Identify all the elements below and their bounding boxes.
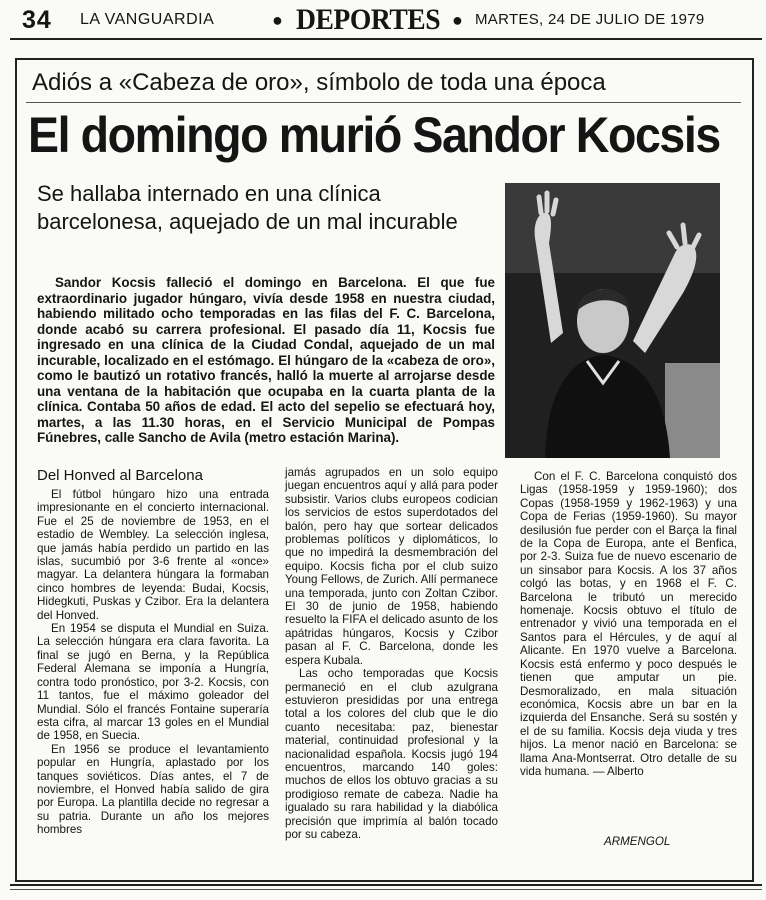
article-kicker: Adiós a «Cabeza de oro», símbolo de toda una época (32, 69, 606, 96)
text-column-2 (285, 466, 498, 841)
section-title: DEPORTES (296, 3, 441, 36)
author-byline: ARMENGOL (604, 835, 671, 848)
paragraph: Con el F. C. Barcelona conquistó dos Ligas (1958-1959 y 1959-1960); dos Copas (1958-1959 y 1962-1963) y una Copa de Ferias (1959-1960). Su mayor desilusión fue perder con el Barça la final de la Copa de Europa, ante el Benfica, por 2-3. Suiza fue de nuevo escenario de un sinsabor para Kocsis. A los 37 años colgó las botas, y en 1968 el F. C. Barcelona le tributó un merecido homenaje. Kocsis obtuvo el título de entrenador y vivió una temporada en el Santos para el Hércules, y de aquí al Alicante. En 1970 vuelve a Barcelona. Kocsis está enfermo y poco después le tienen que amputar un pie. Desmoralizado, en mala situación económica, Kocsis abre un bar en la izquierda del Ensanche. Será su sostén y el de su familia. Kocsis deja viuda y tres hijos. La menor nació en Barcelona: se llama Ana-Montserrat. Otro detalle de su vida humana. — Alberto (520, 470, 737, 778)
bullet-separator: ● (452, 10, 463, 30)
article-deck: Se hallaba internado en una clínica barcelonesa, aquejado de un mal incurable (37, 181, 458, 234)
issue-date: MARTES, 24 DE JULIO DE 1979 (475, 11, 705, 28)
player-raising-arms-icon (505, 183, 720, 458)
section-subhead: Del Honved al Barcelona (37, 467, 203, 484)
paragraph: Las ocho temporadas que Kocsis permaneció en el club azulgrana estuvieron presididas por una entrega total a los colores del club que le dio cuanto necesitaba: paz, bienestar material, continuidad profesional y la nacionalidad española. Kocsis jugó 194 encuentros, marcando 140 goles: muchos de ellos los obtuvo gracias a su prodigioso remate de cabeza. Nadie ha igualado su rara habilidad y la diabólica precisión que imprimía al balón tocado por su cabeza. (285, 667, 498, 841)
player-photo (505, 183, 720, 458)
footer-rule (10, 884, 762, 886)
kicker-rule (26, 102, 741, 103)
page-header (0, 0, 766, 40)
paragraph: En 1956 se produce el levantamiento popular en Hungría, aplastado por los tanques soviéticos. Días antes, el 7 de noviembre, el Honved había salido de gira por Europa. La plantilla decide no regresar a su patria. Durante un año los mejores hombres (37, 742, 269, 837)
page-number: 34 (22, 6, 52, 34)
article-lead: Sandor Kocsis falleció el domingo en Barcelona. El que fue extraordinario jugador húngaro, vivía desde 1958 en nuestra ciudad, habiendo militado ocho temporadas en las filas del F. C. Barcelona, donde acabó su carrera profesional. El pasado día 11, Kocsis fue ingresado en una clínica de la Ciudad Condal, aquejado de un mal incurable, localizado en el estómago. El húngaro de la «cabeza de oro», como le bautizó un rotativo francés, halló la muerte al arrojarse desde una ventana de la habitación que ocupaba en la cuarta planta de la clínica. Contaba 50 años de edad. El acto del sepelio se efectuará hoy, martes, a las 11.30 horas, en el Servicio Municipal de Pompas Fúnebres, calle Sancho de Avila (metro estación Marina). (37, 275, 495, 445)
text-column-3 (520, 470, 737, 778)
paragraph: En 1954 se disputa el Mundial en Suiza. La selección húngara era clara favorita. La final se jugó en Berna, y la República Federal Alemana se imponía a Hungría, contra todo pronóstico, por 3-2. Kocsis, con 11 tantos, fue el máximo goleador del Mundial. Sólo el francés Fontaine superaría esta cifra, al marcar 13 goles en el Mundial de 1958, en Suecia. (37, 622, 269, 743)
paragraph: jamás agrupados en un solo equipo juegan encuentros aquí y allá para poder subsistir. Varios clubs europeos codician los servicios de estos superdotados del balón, pero hay que sortear delicados problemas políticos y diplomáticos, lo que no impedirá la desmembración del equipo. Kocsis ficha por el club suizo Young Fellows, de Zurich. Allí permanece una temporada, junto con Zoltan Czibor. El 30 de junio de 1958, habiendo resuelto la FIFA el delicado asunto de los apátridas húngaros, Kocsis y Czibor pasan al F. C. Barcelona, donde les espera Kubala. (285, 466, 498, 667)
header-rule (10, 38, 762, 40)
bullet-separator: ● (272, 10, 283, 30)
article-headline: El domingo murió Sandor Kocsis (28, 107, 720, 163)
publication-name: LA VANGUARDIA (80, 11, 215, 28)
footer-rule-thin (10, 889, 762, 890)
paragraph: El fútbol húngaro hizo una entrada impresionante en el concierto internacional. Fue el 25 de noviembre de 1953, en el estadio de Wembley. La selección inglesa, que jamás había perdido un partido en las islas, sucumbió por 3-6 frente al «once» magyar. La delantera húngara la formaban cinco hombres de leyenda: Budai, Kocsis, Hidegkuti, Puskas y Czibor. Era la delantera del Honved. (37, 488, 269, 622)
text-column-1 (37, 488, 269, 837)
